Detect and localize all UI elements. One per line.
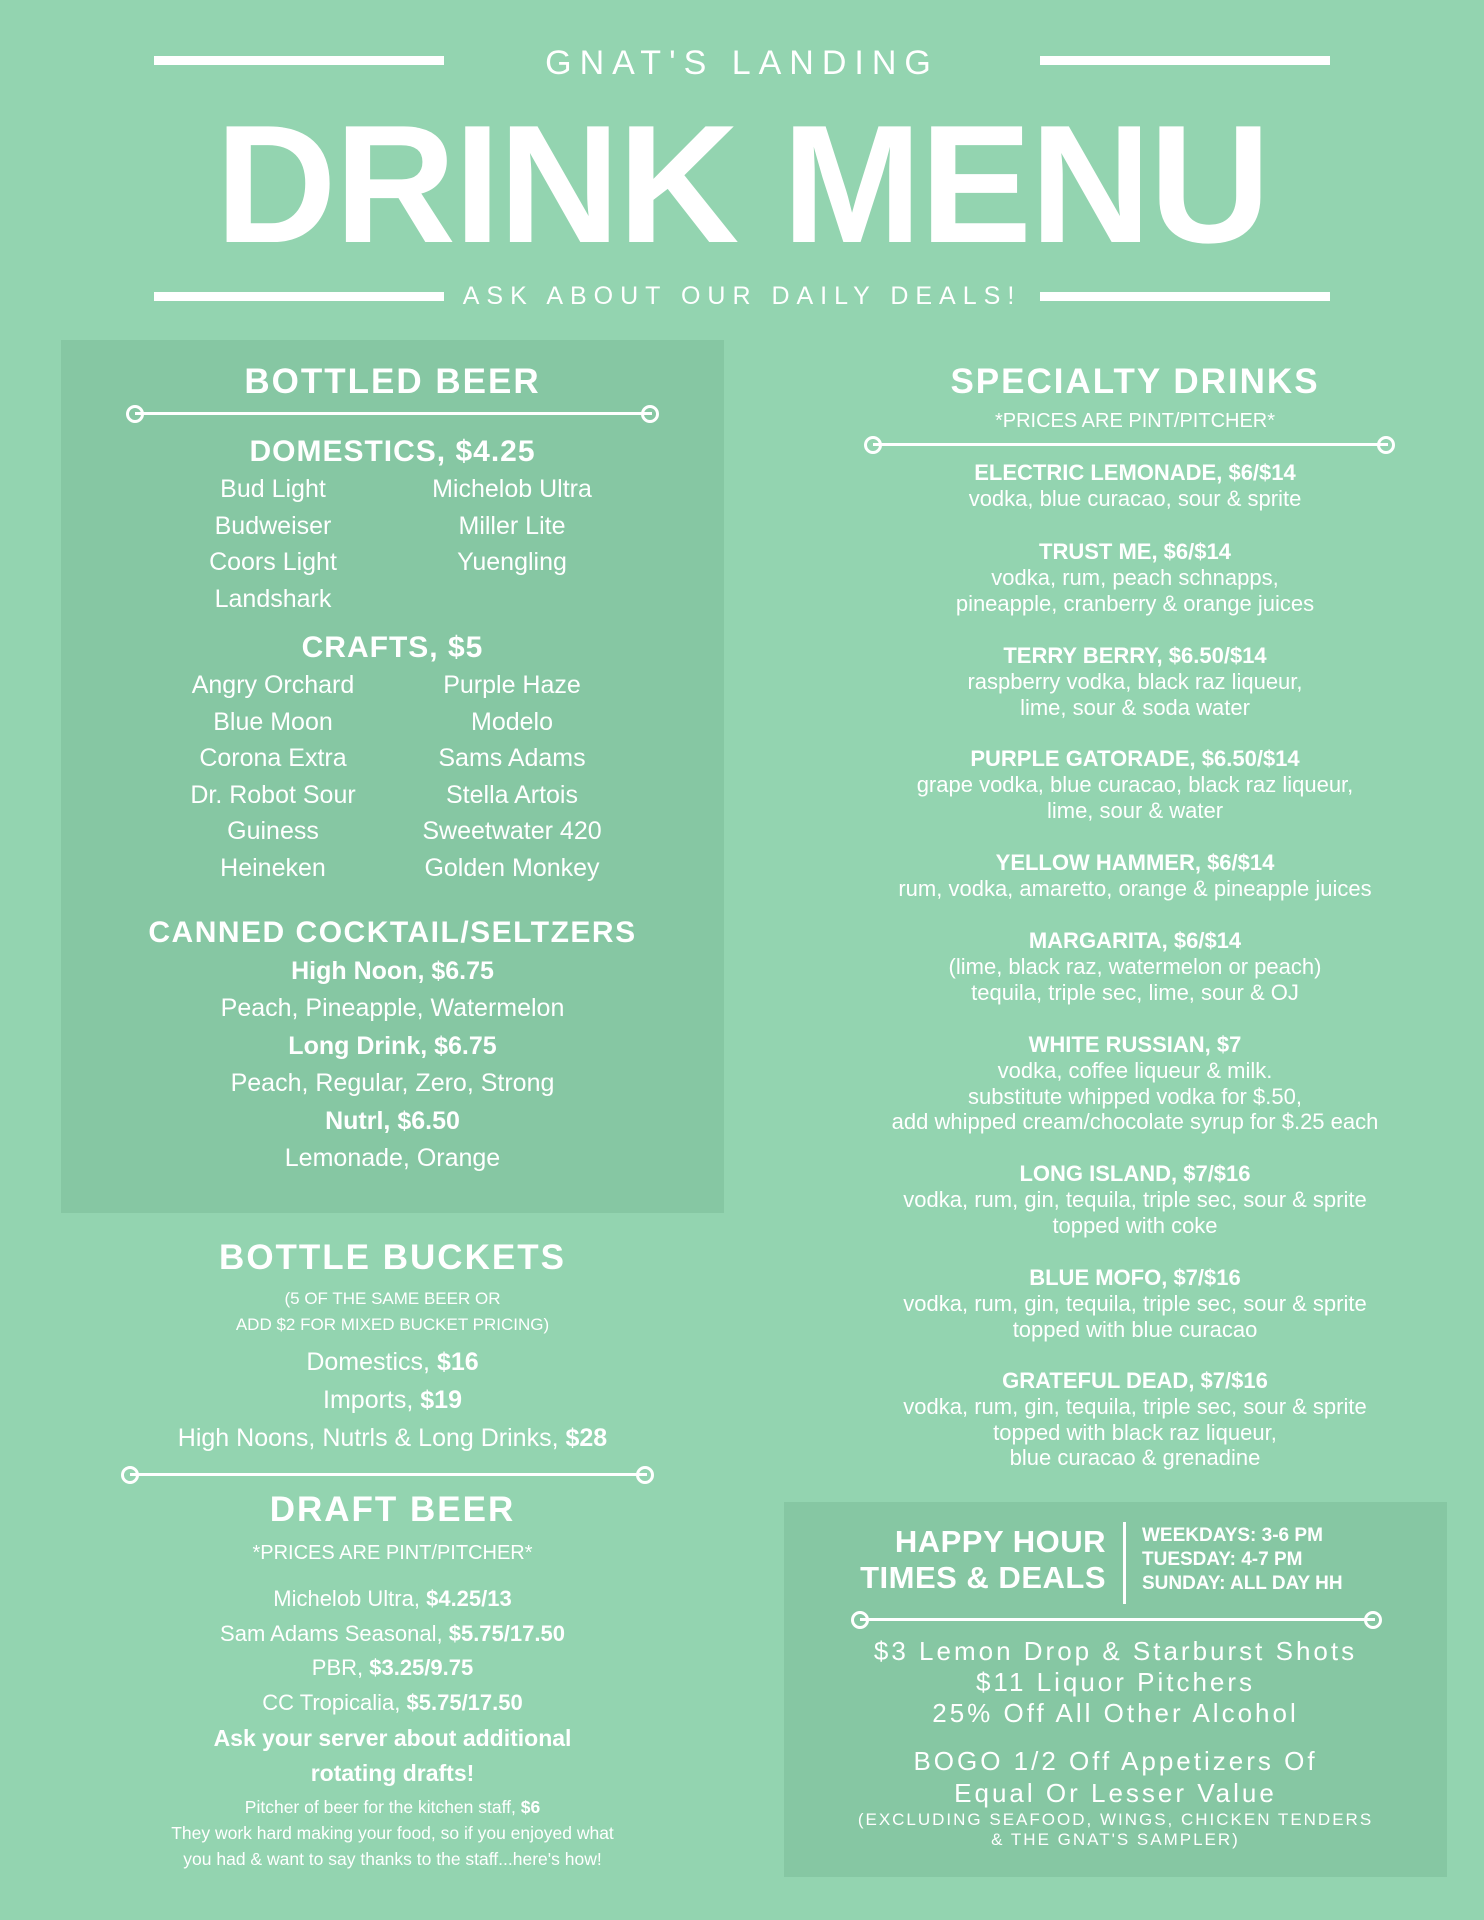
drink-desc: tequila, triple sec, lime, sour & OJ (971, 979, 1299, 1005)
list-item (61, 1582, 724, 1617)
drink-name: PURPLE GATORADE, $6.50/$14 (970, 746, 1300, 771)
bottle-buckets-heading: BOTTLE BUCKETS (219, 1238, 566, 1277)
drink-name: ELECTRIC LEMONADE, $6/$14 (974, 460, 1296, 485)
domestics-left-column (160, 471, 386, 617)
divider-dot-left (121, 1466, 139, 1484)
ask-line: Ask your server about additional (213, 1725, 572, 1751)
bottled-beer-heading: BOTTLED BEER (244, 362, 541, 401)
drink-desc: raspberry vodka, black raz liqueur, (967, 669, 1303, 694)
drink-name: GRATEFUL DEAD, $7/$16 (1002, 1368, 1268, 1393)
specialty-drink (820, 746, 1450, 823)
list-item: Angry Orchard (191, 671, 355, 699)
specialty-drink (820, 643, 1450, 720)
drink-desc: substitute whipped vodka for $.50, (968, 1083, 1302, 1109)
drink-name: TERRY BERRY, $6.50/$14 (1003, 643, 1267, 668)
drink-desc: grape vodka, blue curacao, black raz liqueur, (916, 772, 1354, 797)
drink-desc: vodka, rum, gin, tequila, triple sec, sour & sprite (903, 1291, 1367, 1316)
deal-item: $11 Liquor Pitchers (975, 1667, 1256, 1697)
happy-hour-times (1142, 1524, 1442, 1596)
divider-line (135, 412, 652, 415)
list-item (61, 1651, 724, 1686)
list-item: Heineken (220, 853, 326, 882)
bucket-label: High Noons, Nutrls & Long Drinks, (177, 1424, 566, 1452)
bucket-price: $16 (436, 1348, 479, 1376)
domestics-right-column (394, 471, 630, 581)
happy-hour-title-line: HAPPY HOUR (894, 1524, 1106, 1559)
bogo-line: Equal Or Lesser Value (954, 1778, 1277, 1808)
daily-deals-tagline: ASK ABOUT OUR DAILY DEALS! (462, 282, 1022, 310)
kitchen-staff-note (61, 1794, 724, 1872)
drink-name: MARGARITA, $6/$14 (1028, 928, 1242, 953)
bucket-note-line: (5 OF THE SAME BEER OR (284, 1289, 501, 1308)
ask-line: rotating drafts! (310, 1760, 475, 1786)
divider-dot-left (864, 436, 882, 454)
happy-hour-time: TUESDAY: 4-7 PM (1142, 1549, 1303, 1570)
list-item: Landshark (214, 584, 332, 613)
drink-desc: topped with blue curacao (1012, 1316, 1258, 1342)
drink-desc: blue curacao & grenadine (1009, 1445, 1261, 1470)
list-item (61, 1419, 724, 1457)
list-item: Guiness (227, 817, 319, 845)
list-item: Dr. Robot Sour (190, 780, 356, 809)
drink-desc: vodka, rum, gin, tequila, triple sec, sour & sprite (903, 1187, 1367, 1212)
drink-desc: vodka, blue curacao, sour & sprite (968, 486, 1302, 511)
draft-note: *PRICES ARE PINT/PITCHER* (252, 1542, 533, 1564)
draft-label: CC Tropicalia, (262, 1689, 407, 1715)
list-item: Sams Adams (438, 744, 586, 772)
divider-dot-right (641, 405, 659, 423)
list-item: Stella Artois (445, 780, 578, 809)
draft-label: PBR, (311, 1655, 370, 1680)
drink-desc: vodka, coffee liqueur & milk. (997, 1058, 1273, 1083)
list-item (61, 1617, 724, 1652)
drink-desc: vodka, rum, gin, tequila, triple sec, sour & sprite (903, 1394, 1367, 1419)
list-item: Bud Light (220, 475, 326, 503)
canned-item-name: Long Drink, $6.75 (288, 1032, 497, 1060)
divider-line (873, 443, 1388, 446)
happy-hour-time: WEEKDAYS: 3-6 PM (1142, 1525, 1323, 1546)
specialty-drink (820, 1368, 1450, 1471)
page-title: DRINK MENU (215, 90, 1269, 278)
list-item: Miller Lite (458, 511, 566, 540)
draft-label: Sam Adams Seasonal, (220, 1620, 449, 1646)
domestics-heading: DOMESTICS, $4.25 (249, 435, 536, 468)
drink-desc: topped with black raz liqueur, (993, 1419, 1277, 1445)
divider-dot-right (636, 1466, 654, 1484)
drink-desc: rum, vodka, amaretto, orange & pineapple juices (898, 876, 1372, 901)
drink-desc: topped with coke (1052, 1212, 1218, 1238)
canned-cocktails-heading: CANNED COCKTAIL/SELTZERS (148, 916, 637, 949)
bucket-price: $19 (420, 1386, 462, 1414)
canned-item-flavors: Lemonade, Orange (284, 1144, 501, 1172)
list-item (61, 1686, 724, 1721)
drink-desc: lime, sour & water (1046, 797, 1224, 823)
specialty-drink (820, 1161, 1450, 1238)
specialty-drink (820, 539, 1450, 616)
drink-desc: lime, sour & soda water (1020, 694, 1250, 720)
crafts-heading: CRAFTS, $5 (301, 631, 484, 664)
canned-item-flavors: Peach, Pineapple, Watermelon (220, 994, 565, 1022)
draft-list (61, 1582, 724, 1720)
drink-desc: pineapple, cranberry & orange juices (955, 590, 1315, 616)
drink-name: BLUE MOFO, $7/$16 (1029, 1265, 1241, 1290)
happy-hour-time: SUNDAY: ALL DAY HH (1142, 1573, 1343, 1594)
bogo-line: BOGO 1/2 Off Appetizers Of (913, 1746, 1318, 1776)
draft-price: $4.25/13 (426, 1586, 512, 1611)
list-item: Golden Monkey (424, 853, 600, 882)
list-item (61, 1343, 724, 1381)
drink-desc: add whipped cream/chocolate syrup for $.25 each (891, 1109, 1379, 1134)
bucket-price: $28 (565, 1424, 608, 1452)
rotating-drafts-note (61, 1721, 724, 1791)
bogo-exclusions (784, 1810, 1447, 1850)
specialty-drink (820, 928, 1450, 1005)
deal-item: 25% Off All Other Alcohol (932, 1698, 1299, 1728)
draft-price: $5.75/17.50 (406, 1689, 523, 1715)
kitchen-line (61, 1794, 724, 1820)
draft-beer-heading: DRAFT BEER (269, 1490, 516, 1529)
drink-name: TRUST ME, $6/$14 (1039, 539, 1231, 564)
happy-hour-title-line: TIMES & DEALS (860, 1560, 1106, 1595)
canned-item-name: High Noon, $6.75 (291, 957, 494, 985)
bucket-label: Domestics, (306, 1348, 437, 1376)
divider-line (130, 1473, 647, 1476)
bogo-deal (784, 1745, 1447, 1809)
exclusion-line: (EXCLUDING SEAFOOD, WINGS, CHICKEN TENDERS (857, 1810, 1374, 1829)
drink-name: LONG ISLAND, $7/$16 (1019, 1161, 1251, 1186)
list-item: Budweiser (214, 511, 332, 540)
canned-list (61, 953, 724, 1178)
kitchen-label: Pitcher of beer for the kitchen staff, (244, 1797, 521, 1817)
divider-dot-right (1377, 436, 1395, 454)
list-item: Yuengling (457, 548, 567, 576)
specialty-drink (820, 1032, 1450, 1135)
deal-item: $3 Lemon Drop & Starburst Shots (873, 1636, 1358, 1666)
bucket-prices (61, 1343, 724, 1457)
brand-name: GNAT'S LANDING (545, 44, 939, 82)
canned-item-name: Nutrl, $6.50 (325, 1107, 460, 1135)
list-item: Michelob Ultra (432, 475, 592, 503)
draft-price: $5.75/17.50 (448, 1620, 565, 1646)
bucket-note-line: ADD $2 FOR MIXED BUCKET PRICING) (235, 1315, 550, 1334)
draft-price: $3.25/9.75 (369, 1655, 474, 1680)
exclusion-line: & THE GNAT'S SAMPLER) (991, 1830, 1240, 1849)
specialty-drink (820, 460, 1450, 512)
bottle-buckets-note (61, 1286, 724, 1338)
list-item: Sweetwater 420 (422, 817, 602, 845)
drink-desc: vodka, rum, peach schnapps, (991, 565, 1279, 590)
specialty-drink (820, 850, 1450, 902)
happy-hour-deals (784, 1636, 1447, 1729)
list-item: Blue Moon (213, 707, 333, 736)
drink-name: YELLOW HAMMER, $6/$14 (995, 850, 1275, 875)
list-item: Modelo (471, 707, 553, 736)
happy-hour-divider (1123, 1522, 1126, 1604)
list-item: Corona Extra (199, 744, 347, 772)
divider-dot-left (851, 1611, 869, 1629)
specialty-note: *PRICES ARE PINT/PITCHER* (994, 410, 1276, 432)
canned-item-flavors: Peach, Regular, Zero, Strong (230, 1069, 555, 1097)
list-item: Purple Haze (443, 671, 581, 699)
specialty-drinks-heading: SPECIALTY DRINKS (950, 362, 1320, 401)
drink-desc: (lime, black raz, watermelon or peach) (948, 954, 1322, 979)
bucket-label: Imports, (323, 1386, 421, 1414)
crafts-right-column (394, 667, 630, 886)
specialty-drink (820, 1265, 1450, 1342)
divider-line (860, 1618, 1375, 1621)
crafts-left-column (160, 667, 386, 886)
happy-hour-title (790, 1524, 1106, 1596)
kitchen-price: $6 (520, 1797, 541, 1817)
divider-dot-right (1364, 1611, 1382, 1629)
kitchen-line: you had & want to say thanks to the staff...here's how! (183, 1849, 602, 1869)
list-item (61, 1381, 724, 1419)
divider-dot-left (126, 405, 144, 423)
list-item: Coors Light (209, 548, 337, 576)
kitchen-line: They work hard making your food, so if you enjoyed what (171, 1823, 614, 1843)
drink-name: WHITE RUSSIAN, $7 (1028, 1032, 1242, 1057)
draft-label: Michelob Ultra, (273, 1586, 427, 1611)
